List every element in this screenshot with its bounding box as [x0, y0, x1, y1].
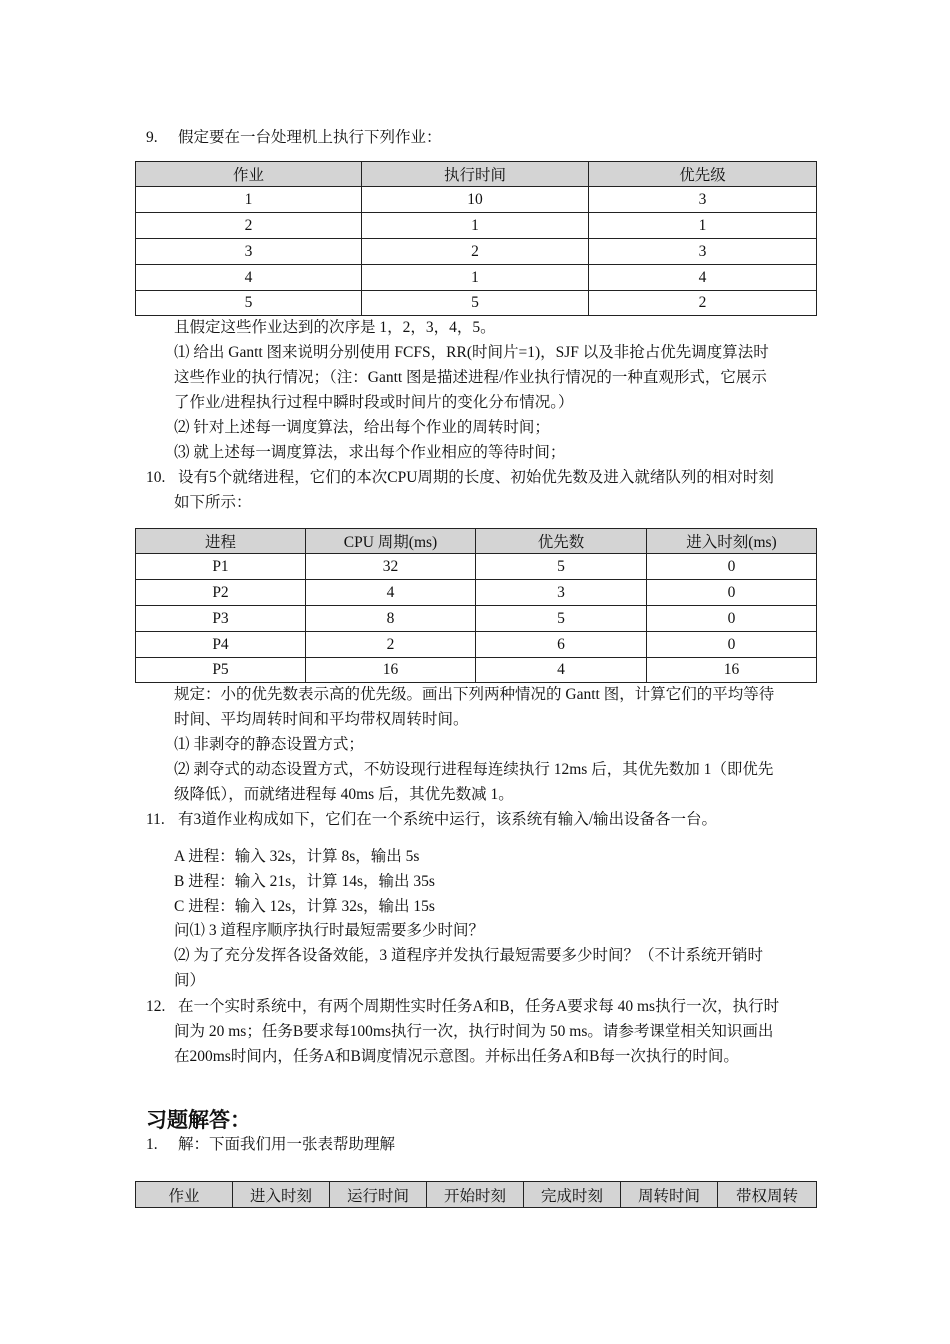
- answer-col-header: 开始时刻: [427, 1182, 524, 1208]
- q12-number: 12.: [146, 998, 166, 1015]
- table-cell: 0: [647, 580, 817, 606]
- q10-intro: 如下所示：: [174, 494, 252, 511]
- q10-table-header-row: [136, 529, 817, 554]
- table-row: [136, 658, 817, 683]
- q12-line: 间为 20 ms；任务B要求每100ms执行一次，执行时间为 50 ms。请参考课堂相关知识画出: [174, 1023, 774, 1040]
- table-cell: 1: [362, 213, 589, 239]
- q10-col-header: 进程: [136, 529, 306, 554]
- table-cell: 2: [589, 291, 817, 316]
- answer-col-header: 进入时刻: [233, 1182, 330, 1208]
- table-cell: P1: [136, 554, 306, 580]
- table-row: [136, 580, 817, 606]
- q9-line: 了作业/进程执行过程中瞬时段或时间片的变化分布情况。）: [174, 394, 574, 411]
- table-cell: 4: [136, 265, 362, 291]
- answers-heading: 习题解答：: [146, 1108, 251, 1132]
- table-cell: 1: [362, 265, 589, 291]
- table-cell: 1: [136, 187, 362, 213]
- table-cell: 1: [589, 213, 817, 239]
- q11-line: A 进程：输入 32s，计算 8s，输出 5s: [174, 848, 420, 865]
- table-cell: 2: [136, 213, 362, 239]
- q10-line: ⑴ 非剥夺的静态设置方式；: [174, 736, 364, 753]
- table-cell: 4: [476, 658, 647, 683]
- answer-col-header: 带权周转: [718, 1182, 817, 1208]
- table-row: [136, 239, 817, 265]
- table-cell: 0: [647, 606, 817, 632]
- table-cell: 3: [589, 187, 817, 213]
- table-row: [136, 187, 817, 213]
- q11-number: 11.: [146, 811, 165, 828]
- q10-line: ⑵ 剥夺式的动态设置方式，不妨设现行进程每连续执行 12ms 后，其优先数加 1（即优先: [174, 761, 774, 778]
- q11-line: 问⑴ 3 道程序顺序执行时最短需要多少时间？: [174, 922, 485, 939]
- table-cell: 4: [306, 580, 476, 606]
- q11-line: ⑵ 为了充分发挥各设备效能，3 道程序并发执行最短需要多少时间？（不计系统开销时: [174, 947, 764, 964]
- q9-line: ⑴ 给出 Gantt 图来说明分别使用 FCFS，RR(时间片=1)，SJF 以及非抢占优先调度算法时: [174, 344, 769, 361]
- q10-col-header: 优先数: [476, 529, 647, 554]
- table-row: [136, 554, 817, 580]
- q11-intro: 有3道作业构成如下，它们在一个系统中运行，该系统有输入/输出设备各一台。: [178, 811, 718, 828]
- table-cell: 6: [476, 632, 647, 658]
- q10-line: 时间、平均周转时间和平均带权周转时间。: [174, 711, 469, 728]
- q9-number: 9.: [146, 129, 158, 146]
- table-cell: P3: [136, 606, 306, 632]
- q11-line: B 进程：输入 21s，计算 14s，输出 35s: [174, 873, 435, 890]
- q12-line: 在200ms时间内，任务A和B调度情况示意图。并标出任务A和B每一次执行的时间。: [174, 1048, 739, 1065]
- q9-col-header: 作业: [136, 162, 362, 187]
- q10-col-header: CPU 周期(ms): [306, 529, 476, 554]
- table-cell: 5: [476, 554, 647, 580]
- table-cell: 5: [136, 291, 362, 316]
- table-cell: 16: [647, 658, 817, 683]
- q9-table-header-row: [136, 162, 817, 187]
- q11-line: C 进程：输入 12s，计算 32s，输出 15s: [174, 898, 435, 915]
- q9-table: [135, 161, 817, 316]
- table-cell: 2: [362, 239, 589, 265]
- answer1-text: 解：下面我们用一张表帮助理解: [178, 1136, 396, 1153]
- table-cell: P4: [136, 632, 306, 658]
- table-cell: 3: [136, 239, 362, 265]
- table-cell: 0: [647, 632, 817, 658]
- q9-line: 这些作业的执行情况；（注：Gantt 图是描述进程/作业执行情况的一种直观形式，它展示: [174, 369, 767, 386]
- q10-col-header: 进入时刻(ms): [647, 529, 817, 554]
- answer-table: [135, 1181, 817, 1208]
- table-cell: 0: [647, 554, 817, 580]
- answer1-number: 1.: [146, 1136, 158, 1153]
- table-row: [136, 606, 817, 632]
- q9-intro: 假定要在一台处理机上执行下列作业：: [178, 129, 442, 146]
- q9-line: 且假定这些作业达到的次序是 1，2，3，4，5。: [174, 319, 496, 336]
- q9-line: ⑶ 就上述每一调度算法，求出每个作业相应的等待时间；: [174, 444, 566, 461]
- answer-col-header: 周转时间: [621, 1182, 718, 1208]
- table-cell: 2: [306, 632, 476, 658]
- q10-line: 规定：小的优先数表示高的优先级。画出下列两种情况的 Gantt 图，计算它们的平均等待: [174, 686, 775, 703]
- table-row: [136, 291, 817, 316]
- q10-table: [135, 528, 817, 683]
- table-row: [136, 265, 817, 291]
- q9-col-header: 优先级: [589, 162, 817, 187]
- table-cell: 10: [362, 187, 589, 213]
- table-cell: P5: [136, 658, 306, 683]
- q10-line: 级降低），而就绪进程每 40ms 后，其优先数减 1。: [174, 786, 514, 803]
- q12-line: 在一个实时系统中，有两个周期性实时任务A和B，任务A要求每 40 ms执行一次，执行时: [178, 998, 780, 1015]
- table-row: [136, 632, 817, 658]
- q11-line: 间）: [174, 972, 206, 989]
- table-cell: 3: [589, 239, 817, 265]
- answer-table-header-row: [136, 1182, 817, 1208]
- table-cell: 8: [306, 606, 476, 632]
- table-cell: 5: [476, 606, 647, 632]
- answer-col-header: 作业: [136, 1182, 233, 1208]
- q9-col-header: 执行时间: [362, 162, 589, 187]
- table-row: [136, 213, 817, 239]
- table-cell: 32: [306, 554, 476, 580]
- q9-line: ⑵ 针对上述每一调度算法，给出每个作业的周转时间；: [174, 419, 550, 436]
- table-cell: 4: [589, 265, 817, 291]
- answer-col-header: 完成时刻: [524, 1182, 621, 1208]
- answer-col-header: 运行时间: [330, 1182, 427, 1208]
- q10-intro: 设有5个就绪进程，它们的本次CPU周期的长度、初始优先数及进入就绪队列的相对时刻: [178, 469, 774, 486]
- table-cell: P2: [136, 580, 306, 606]
- q10-number: 10.: [146, 469, 166, 486]
- table-cell: 16: [306, 658, 476, 683]
- table-cell: 3: [476, 580, 647, 606]
- table-cell: 5: [362, 291, 589, 316]
